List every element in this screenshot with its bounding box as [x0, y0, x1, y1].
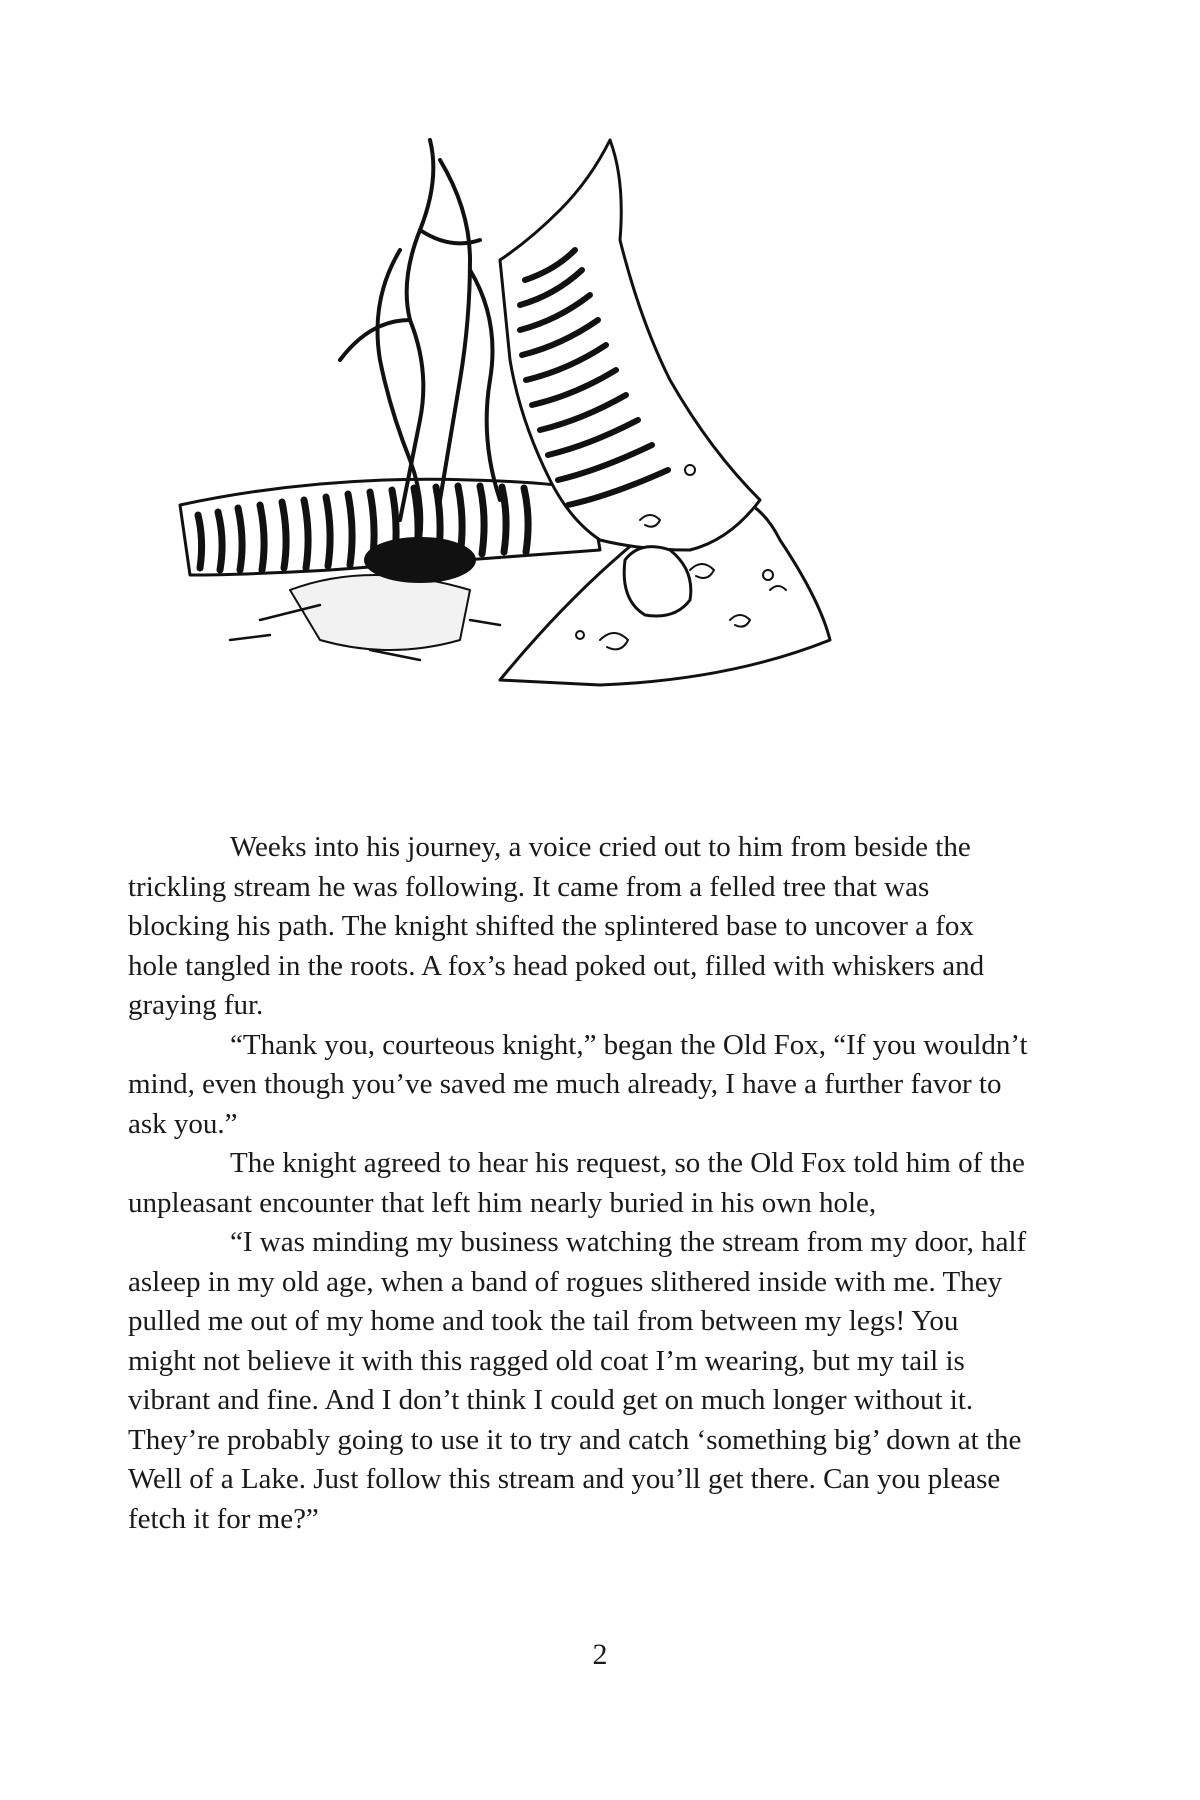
story-paragraph: Weeks into his journey, a voice cried out to him from beside the trickling stream he was following. It came from a felled tree that was blocking his path. The knight shifted the splintered base to uncover a fox hole tangled in the roots. A fox’s head poked out, filled with whiskers and graying fur.	[128, 831, 985, 1021]
story-paragraph: “I was minding my business watching the stream from my door, half asleep in my old age, when a band of rogues slithered inside with me. They pulled me out of my home and took the tail from between my legs! You might not believe it with this ragged old coat I’m wearing, but my tail is vibrant and fine. And I don’t think I could get on much longer without it. They’re probably going to use it to try and catch ‘something big’ down at the Well of a Lake. Just follow this stream and you’ll get there. Can you please fetch it for me?”	[128, 1226, 1027, 1535]
felled-tree-illustration	[170, 120, 950, 820]
story-text	[128, 828, 1028, 1539]
story-paragraph: “Thank you, courteous knight,” began the Old Fox, “If you wouldn’t mind, even though you’ve saved me much already, I have a further favor to ask you.”	[128, 1028, 1028, 1140]
fox-hole	[365, 538, 475, 582]
story-paragraph: The knight agreed to hear his request, so the Old Fox told him of the unpleasant encounter that left him nearly buried in his own hole,	[128, 1147, 1025, 1219]
ground-shadow	[290, 575, 470, 650]
page-number: 2	[592, 1638, 608, 1671]
